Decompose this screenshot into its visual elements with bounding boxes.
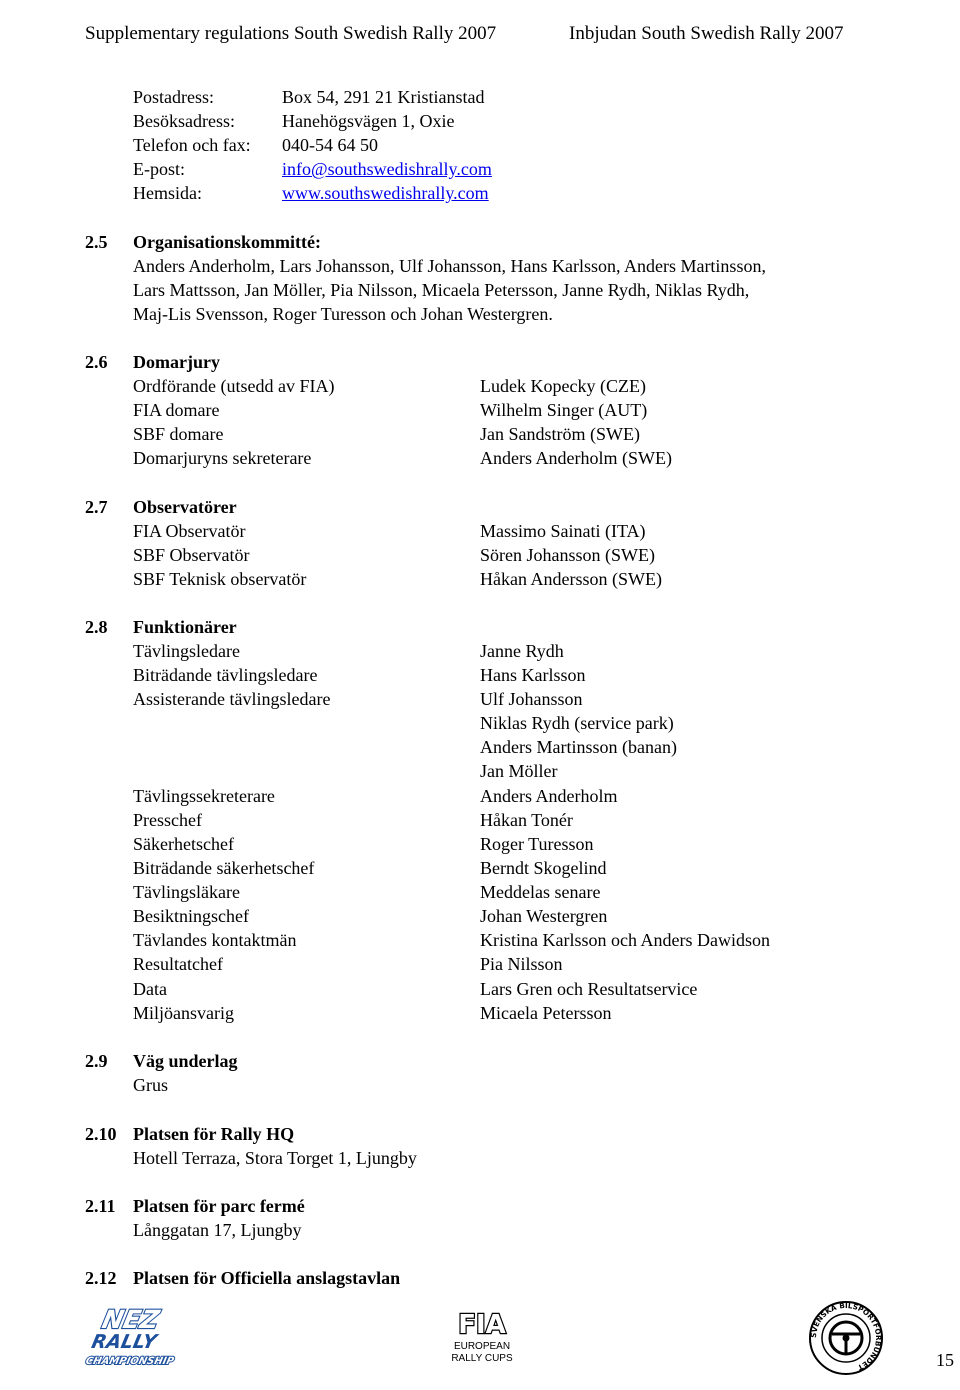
observer-name: Sören Johansson (SWE) <box>480 545 655 565</box>
sbf-logo-text: SVENSKA BILSPORTFÖRBUNDET <box>808 1300 884 1373</box>
section-2-9-title: Väg underlag <box>133 1051 238 1071</box>
nez-logo-line2: RALLY <box>89 1330 159 1353</box>
section-2-9-number: 2.9 <box>85 1051 108 1071</box>
official-role: Resultatchef <box>133 954 223 974</box>
official-name: Hans Karlsson <box>480 665 586 685</box>
official-name: Jan Möller <box>480 761 558 781</box>
fia-logo-line2: RALLY CUPS <box>451 1353 513 1364</box>
official-name: Ulf Johansson <box>480 689 583 709</box>
jury-role: FIA domare <box>133 400 220 420</box>
official-role: Presschef <box>133 810 202 830</box>
road-surface-text: Grus <box>133 1075 168 1095</box>
official-role: Tävlingssekreterare <box>133 786 275 806</box>
parc-ferme-text: Långgatan 17, Ljungby <box>133 1220 302 1240</box>
header-left-title: Supplementary regulations South Swedish Rally 2007 <box>85 23 497 44</box>
official-name: Johan Westergren <box>480 906 608 926</box>
email-link[interactable]: info@southswedishrally.com <box>282 159 492 179</box>
jury-role: SBF domare <box>133 424 224 444</box>
contact-row-telefon <box>133 133 378 157</box>
committee-line: Maj-Lis Svensson, Roger Turesson och Johan Westergren. <box>133 304 553 324</box>
jury-role: Ordförande (utsedd av FIA) <box>133 376 335 396</box>
official-role: Miljöansvarig <box>133 1003 234 1023</box>
official-name: Niklas Rydh (service park) <box>480 713 674 733</box>
observer-name: Massimo Sainati (ITA) <box>480 521 646 541</box>
observer-name: Håkan Andersson (SWE) <box>480 569 662 589</box>
official-role: Biträdande tävlingsledare <box>133 665 318 685</box>
section-2-8-number: 2.8 <box>85 617 108 637</box>
official-name: Håkan Tonér <box>480 810 573 830</box>
contact-value: 040-54 64 50 <box>282 135 378 155</box>
contact-label: Besöksadress: <box>133 111 235 131</box>
fia-logo-line1: EUROPEAN <box>453 1341 511 1352</box>
nez-logo-line1: NEZ <box>99 1305 162 1334</box>
official-role: Assisterande tävlingsledare <box>133 689 331 709</box>
official-name: Janne Rydh <box>480 641 564 661</box>
section-2-6-number: 2.6 <box>85 352 108 372</box>
jury-name: Ludek Kopecky (CZE) <box>480 376 646 396</box>
observer-role: SBF Observatör <box>133 545 250 565</box>
fia-logo-mark: FIA <box>458 1310 506 1340</box>
section-2-5-number: 2.5 <box>85 232 108 252</box>
contact-row-postadress <box>133 85 485 109</box>
header-right-title: Inbjudan South Swedish Rally 2007 <box>569 23 844 44</box>
contact-label: Hemsida: <box>133 183 202 203</box>
contact-label: Telefon och fax: <box>133 135 251 155</box>
committee-line: Anders Anderholm, Lars Johansson, Ulf Johansson, Hans Karlsson, Anders Martinsson, <box>133 256 766 276</box>
section-2-11-title: Platsen för parc fermé <box>133 1196 305 1216</box>
official-name: Micaela Petersson <box>480 1003 612 1023</box>
jury-role: Domarjuryns sekreterare <box>133 448 312 468</box>
section-2-12-title: Platsen för Officiella anslagstavlan <box>133 1268 401 1288</box>
committee-line: Lars Mattsson, Jan Möller, Pia Nilsson, Micaela Petersson, Janne Rydh, Niklas Rydh, <box>133 280 750 300</box>
section-2-10-number: 2.10 <box>85 1124 117 1144</box>
rally-hq-text: Hotell Terraza, Stora Torget 1, Ljungby <box>133 1148 417 1168</box>
contact-value: Hanehögsvägen 1, Oxie <box>282 111 455 131</box>
contact-value: Box 54, 291 21 Kristianstad <box>282 87 485 107</box>
section-2-6-title: Domarjury <box>133 352 220 372</box>
jury-name: Anders Anderholm (SWE) <box>480 448 672 468</box>
official-name: Anders Anderholm <box>480 786 618 806</box>
official-role: Tävlandes kontaktmän <box>133 930 297 950</box>
contact-label: E-post: <box>133 159 185 179</box>
section-2-11-number: 2.11 <box>85 1196 116 1216</box>
section-2-12-number: 2.12 <box>85 1268 117 1288</box>
official-name: Roger Turesson <box>480 834 594 854</box>
section-2-5-title: Organisationskommitté: <box>133 232 321 252</box>
official-role: Tävlingsledare <box>133 641 240 661</box>
contact-row-hemsida <box>133 181 489 205</box>
official-role: Säkerhetschef <box>133 834 234 854</box>
official-name: Pia Nilsson <box>480 954 563 974</box>
official-name: Lars Gren och Resultatservice <box>480 979 698 999</box>
contact-row-epost <box>133 157 492 181</box>
section-2-7-title: Observatörer <box>133 497 237 517</box>
official-role: Tävlingsläkare <box>133 882 240 902</box>
official-role: Biträdande säkerhetschef <box>133 858 315 878</box>
observer-role: SBF Teknisk observatör <box>133 569 307 589</box>
official-name: Kristina Karlsson och Anders Dawidson <box>480 930 770 950</box>
svenska-bilsportforbundet-logo <box>808 1300 884 1376</box>
official-role: Data <box>133 979 167 999</box>
nez-rally-championship-logo <box>84 1304 194 1372</box>
observer-role: FIA Observatör <box>133 521 246 541</box>
section-2-7-number: 2.7 <box>85 497 108 517</box>
fia-european-rally-cups-logo <box>448 1303 516 1373</box>
contact-row-besoksadress <box>133 109 454 133</box>
contact-label: Postadress: <box>133 87 214 107</box>
jury-name: Jan Sandström (SWE) <box>480 424 640 444</box>
section-2-10-title: Platsen för Rally HQ <box>133 1124 295 1144</box>
section-2-8-title: Funktionärer <box>133 617 237 637</box>
nez-logo-line3: CHAMPIONSHIP <box>84 1356 175 1367</box>
jury-name: Wilhelm Singer (AUT) <box>480 400 648 420</box>
page-number: 15 <box>936 1350 954 1370</box>
official-name: Berndt Skogelind <box>480 858 607 878</box>
official-role: Besiktningschef <box>133 906 249 926</box>
official-name: Meddelas senare <box>480 882 601 902</box>
official-name: Anders Martinsson (banan) <box>480 737 677 757</box>
website-link[interactable]: www.southswedishrally.com <box>282 183 489 203</box>
